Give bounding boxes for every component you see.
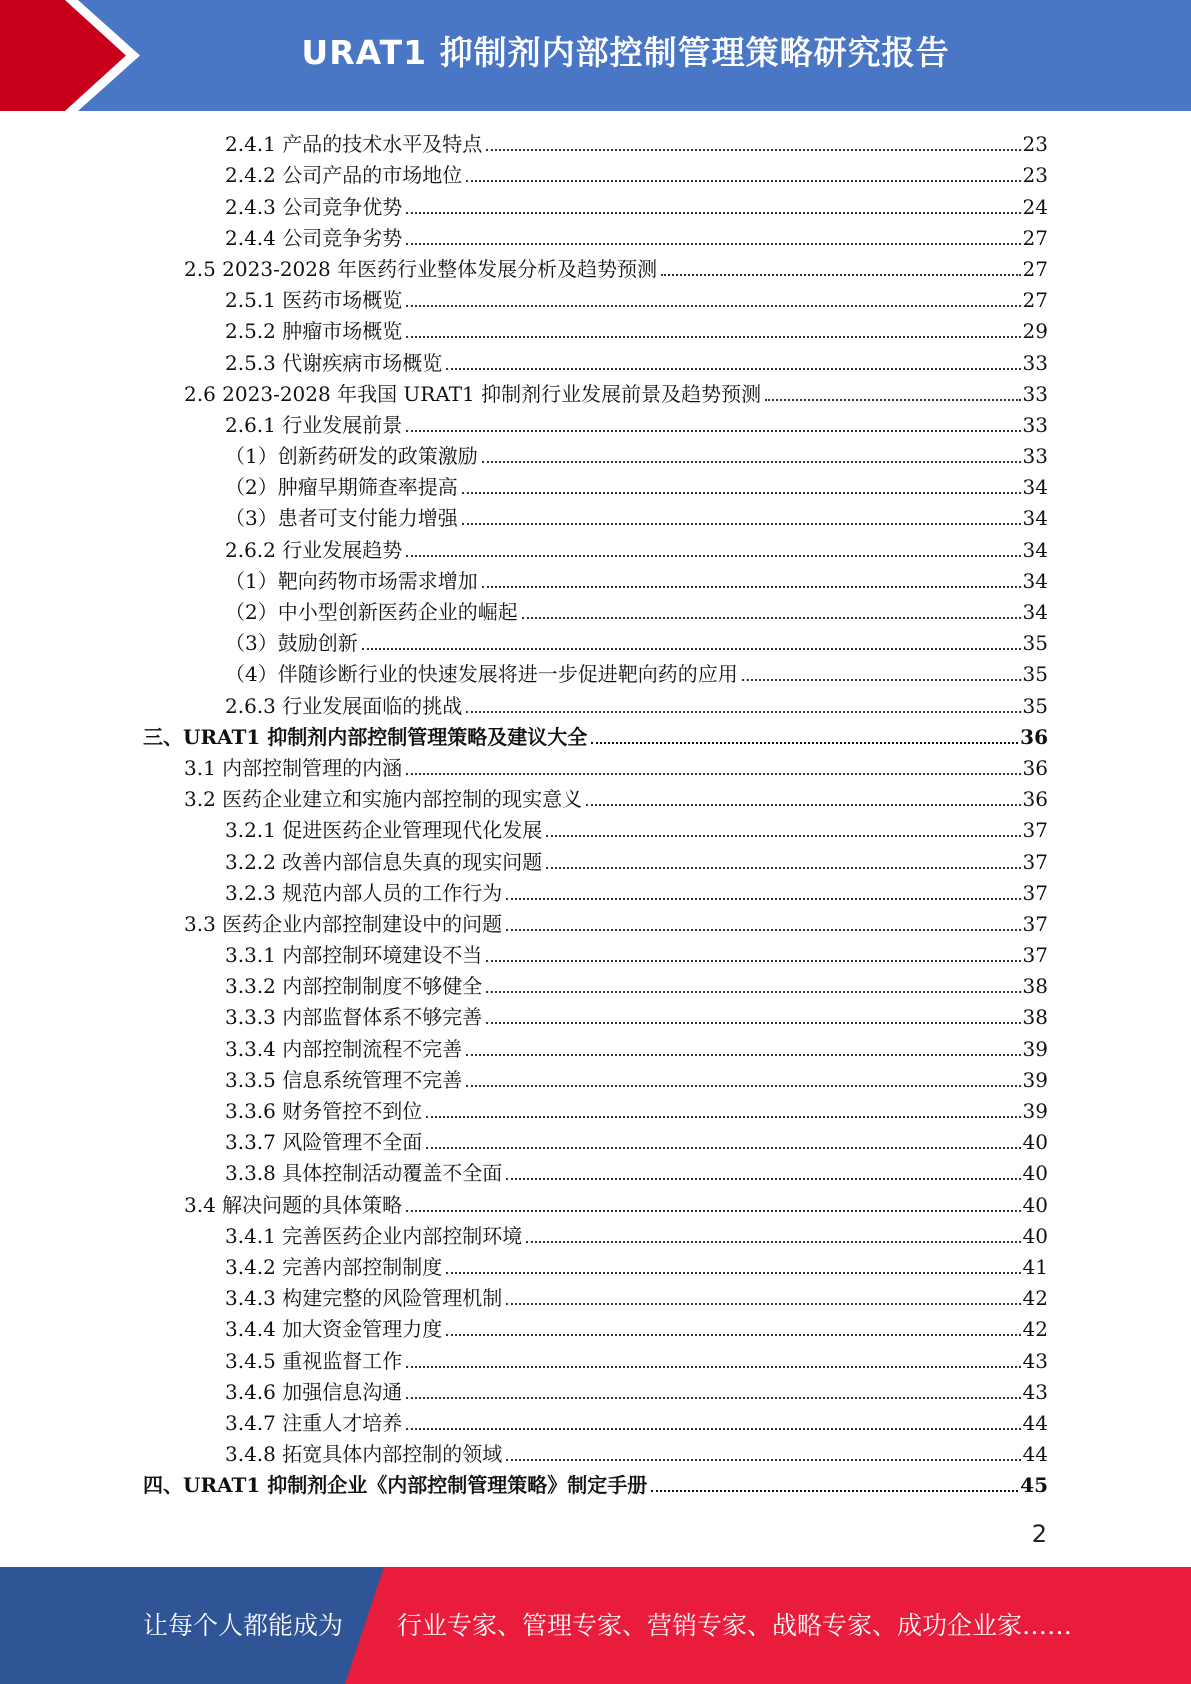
toc-entry-title: 2.6.2 行业发展趋势 — [225, 537, 403, 562]
toc-dot-leader — [406, 335, 1020, 338]
toc-entry[interactable] — [0, 1436, 1191, 1467]
toc-entry-title: 3.4.6 加强信息沟通 — [225, 1379, 403, 1404]
toc-dot-leader — [546, 866, 1020, 869]
toc-entry-page: 27 — [1022, 256, 1048, 281]
toc-dot-leader — [506, 1302, 1020, 1305]
toc-entry-page: 33 — [1022, 350, 1048, 375]
toc-dot-leader — [466, 710, 1020, 713]
toc-entry-page: 40 — [1022, 1161, 1048, 1186]
toc-dot-leader — [506, 1458, 1020, 1461]
toc-dot-leader — [522, 616, 1021, 619]
toc-entry[interactable] — [0, 1311, 1191, 1342]
toc-dot-leader — [406, 429, 1020, 432]
toc-entry-page: 29 — [1022, 319, 1048, 344]
toc-entry-page: 41 — [1022, 1254, 1048, 1279]
toc-entry[interactable] — [0, 1249, 1191, 1280]
toc-dot-leader — [661, 273, 1020, 276]
toc-dot-leader — [482, 585, 1021, 588]
toc-entry-page: 44 — [1022, 1410, 1048, 1435]
toc-entry-page: 34 — [1022, 568, 1048, 593]
toc-entry-title: （3）患者可支付能力增强 — [225, 506, 458, 531]
toc-entry[interactable] — [0, 188, 1191, 219]
toc-dot-leader — [506, 897, 1020, 900]
toc-entry-title: 2.5.1 医药市场概览 — [225, 288, 403, 313]
toc-dot-leader — [362, 647, 1021, 650]
toc-entry[interactable] — [0, 968, 1191, 999]
toc-entry[interactable] — [0, 843, 1191, 874]
toc-dot-leader — [446, 1271, 1020, 1274]
toc-dot-leader — [486, 1021, 1020, 1024]
toc-dot-leader — [486, 959, 1020, 962]
toc-entry-title: 3.3.5 信息系统管理不完善 — [225, 1067, 463, 1092]
toc-entry-title: 3.3.7 风险管理不全面 — [225, 1130, 423, 1155]
toc-entry-title: 2.4.3 公司竞争优势 — [225, 194, 403, 219]
toc-entry[interactable] — [0, 625, 1191, 656]
toc-entry[interactable] — [0, 781, 1191, 812]
toc-entry[interactable] — [0, 1218, 1191, 1249]
toc-dot-leader — [462, 491, 1021, 494]
toc-entry-title: 3.2 医药企业建立和实施内部控制的现实意义 — [184, 787, 583, 812]
toc-entry-title: 3.4.5 重视监督工作 — [225, 1348, 403, 1373]
toc-entry-title: 3.3.8 具体控制活动覆盖不全面 — [225, 1161, 503, 1186]
toc-entry-page: 33 — [1022, 381, 1048, 406]
toc-entry[interactable] — [0, 875, 1191, 906]
toc-entry-page: 34 — [1022, 475, 1048, 500]
toc-entry-title: 2.6.3 行业发展面临的挑战 — [225, 693, 463, 718]
toc-dot-leader — [406, 1427, 1020, 1430]
toc-entry-page: 37 — [1022, 818, 1048, 843]
toc-entry-title: 3.3.6 财务管控不到位 — [225, 1099, 423, 1123]
toc-dot-leader — [765, 398, 1020, 401]
toc-entry[interactable] — [0, 313, 1191, 344]
footer-roles: 行业专家、管理专家、营销专家、战略专家、成功企业家…… — [397, 1611, 1073, 1640]
toc-dot-leader — [406, 772, 1020, 775]
toc-entry-title: （2）肿瘤早期筛查率提高 — [225, 475, 458, 500]
report-title: URAT1 抑制剂内部控制管理策略研究报告 — [301, 33, 950, 72]
toc-entry[interactable] — [0, 999, 1191, 1030]
toc-entry[interactable] — [0, 937, 1191, 968]
toc-entry[interactable] — [0, 1374, 1191, 1405]
report-header — [0, 0, 1191, 111]
toc-dot-leader — [526, 1240, 1020, 1243]
toc-dot-leader — [466, 179, 1020, 182]
toc-dot-leader — [406, 304, 1020, 307]
toc-entry-page: 23 — [1022, 163, 1048, 188]
toc-entry[interactable] — [0, 438, 1191, 469]
toc-entry-page: 39 — [1022, 1036, 1048, 1061]
toc-entry-title: 3.1 内部控制管理的内涵 — [184, 755, 403, 780]
toc-entry-page: 36 — [1020, 724, 1048, 749]
toc-entry-title: 2.6.1 行业发展前景 — [225, 412, 403, 437]
toc-entry-title: （3）鼓励创新 — [225, 631, 358, 656]
toc-entry-title: 3.4.7 注重人才培养 — [225, 1410, 403, 1435]
toc-entry-title: （1）创新药研发的政策激励 — [225, 444, 478, 469]
toc-entry-title: 3.4.2 完善内部控制制度 — [225, 1254, 443, 1279]
toc-entry-page: 37 — [1022, 943, 1048, 968]
toc-entry-page: 42 — [1022, 1286, 1048, 1311]
toc-dot-leader — [651, 1489, 1018, 1492]
toc-entry-title: 2.5 2023-2028 年医药行业整体发展分析及趋势预测 — [184, 256, 658, 281]
toc-entry-title: 3.4.8 拓宽具体内部控制的领域 — [225, 1442, 503, 1467]
toc-entry-page: 38 — [1022, 974, 1048, 999]
toc-entry[interactable] — [0, 812, 1191, 843]
toc-entry-page: 34 — [1022, 506, 1048, 531]
footer-slogan: 让每个人都能成为 — [143, 1611, 344, 1640]
toc-entry[interactable] — [0, 376, 1191, 407]
toc-dot-leader — [406, 211, 1020, 214]
toc-dot-leader — [742, 678, 1021, 681]
toc-entry-page: 37 — [1022, 849, 1048, 874]
toc-entry-title: 2.5.3 代谢疾病市场概览 — [225, 350, 443, 375]
toc-entry[interactable] — [0, 157, 1191, 188]
toc-dot-leader — [406, 242, 1020, 245]
toc-dot-leader — [486, 990, 1020, 993]
toc-entry-title: （1）靶向药物市场需求增加 — [225, 568, 478, 593]
toc-entry[interactable] — [0, 282, 1191, 313]
toc-entry[interactable] — [0, 1186, 1191, 1217]
toc-entry-page: 34 — [1022, 600, 1048, 624]
toc-entry-page: 33 — [1022, 444, 1048, 469]
toc-entry[interactable] — [0, 1280, 1191, 1311]
toc-entry-page: 40 — [1022, 1130, 1048, 1155]
toc-entry[interactable] — [0, 126, 1191, 157]
toc-entry-page: 37 — [1022, 911, 1048, 936]
toc-entry[interactable] — [0, 687, 1191, 718]
toc-entry-page: 35 — [1022, 662, 1048, 687]
toc-entry-title: 3.2.2 改善内部信息失真的现实问题 — [225, 849, 543, 874]
toc-dot-leader — [462, 522, 1021, 525]
toc-dot-leader — [506, 928, 1020, 931]
toc-entry-page: 23 — [1022, 132, 1048, 157]
toc-entry-title: 2.4.1 产品的技术水平及特点 — [225, 132, 483, 157]
toc-dot-leader — [506, 1177, 1020, 1180]
toc-entry-page: 38 — [1022, 1005, 1048, 1030]
toc-dot-leader — [406, 1209, 1020, 1212]
toc-entry-page: 39 — [1022, 1099, 1048, 1123]
toc-entry-title: 2.4.2 公司产品的市场地位 — [225, 163, 463, 188]
toc-entry-title: 2.6 2023-2028 年我国 URAT1 抑制剂行业发展前景及趋势预测 — [184, 381, 762, 406]
toc-entry-page: 40 — [1022, 1192, 1048, 1217]
page-number: 2 — [1031, 1520, 1047, 1548]
toc-entry-page: 43 — [1022, 1379, 1048, 1404]
toc-entry-title: 3.3.3 内部监督体系不够完善 — [225, 1005, 483, 1030]
toc-entry[interactable] — [0, 220, 1191, 251]
toc-entry-title: 3.3 医药企业内部控制建设中的问题 — [184, 911, 503, 936]
toc-entry[interactable] — [0, 906, 1191, 937]
toc-entry-page: 43 — [1022, 1348, 1048, 1373]
toc-entry-page: 35 — [1022, 693, 1048, 718]
toc-entry-title: 三、URAT1 抑制剂内部控制管理策略及建议大全 — [143, 724, 588, 749]
toc-entry[interactable] — [0, 750, 1191, 781]
toc-entry-page: 36 — [1022, 787, 1048, 812]
toc-dot-leader — [486, 148, 1020, 151]
toc-entry-title: 3.3.1 内部控制环境建设不当 — [225, 943, 483, 968]
toc-entry-page: 45 — [1020, 1473, 1048, 1498]
toc-entry[interactable] — [0, 594, 1191, 625]
toc-entry-page: 24 — [1022, 194, 1048, 219]
toc-entry-page: 42 — [1022, 1317, 1048, 1342]
toc-entry-page: 35 — [1022, 631, 1048, 656]
toc-entry[interactable] — [0, 1342, 1191, 1373]
toc-dot-leader — [446, 367, 1020, 370]
toc-entry-page: 33 — [1022, 412, 1048, 437]
toc-dot-leader — [546, 834, 1020, 837]
toc-dot-leader — [466, 1053, 1020, 1056]
toc-entry[interactable] — [0, 1062, 1191, 1093]
toc-entry-page: 39 — [1022, 1067, 1048, 1092]
toc-entry-title: 3.4.3 构建完整的风险管理机制 — [225, 1286, 503, 1311]
toc-entry-title: 3.2.1 促进医药企业管理现代化发展 — [225, 818, 543, 843]
footer-banner — [0, 1567, 1191, 1684]
toc-entry[interactable] — [0, 1467, 1191, 1498]
toc-entry-title: （2）中小型创新医药企业的崛起 — [225, 600, 518, 624]
toc-entry-page: 36 — [1022, 755, 1048, 780]
toc-dot-leader — [466, 1084, 1020, 1087]
toc-dot-leader — [406, 1365, 1020, 1368]
toc-entry-title: 2.4.4 公司竞争劣势 — [225, 225, 403, 250]
toc-dot-leader — [482, 460, 1021, 463]
toc-dot-leader — [586, 803, 1020, 806]
toc-dot-leader — [406, 1396, 1020, 1399]
toc-entry-page: 27 — [1022, 225, 1048, 250]
toc-entry-title: 3.2.3 规范内部人员的工作行为 — [225, 880, 503, 905]
toc-entry[interactable] — [0, 1124, 1191, 1155]
toc-dot-leader — [446, 1333, 1020, 1336]
toc-entry[interactable] — [0, 500, 1191, 531]
toc-entry[interactable] — [0, 1093, 1191, 1124]
toc-entry[interactable] — [0, 469, 1191, 500]
toc-entry-title: 3.3.4 内部控制流程不完善 — [225, 1036, 463, 1061]
toc-entry[interactable] — [0, 1405, 1191, 1436]
toc-entry[interactable] — [0, 344, 1191, 375]
toc-entry[interactable] — [0, 407, 1191, 438]
toc-entry-page: 34 — [1022, 537, 1048, 562]
toc-entry-page: 37 — [1022, 880, 1048, 905]
toc-entry-page: 44 — [1022, 1442, 1048, 1467]
toc-entry-title: 3.4.1 完善医药企业内部控制环境 — [225, 1223, 523, 1248]
toc-entry-page: 40 — [1022, 1223, 1048, 1248]
toc-entry-page: 27 — [1022, 288, 1048, 313]
toc-dot-leader — [426, 1115, 1020, 1118]
toc-entry-title: （4）伴随诊断行业的快速发展将进一步促进靶向药的应用 — [225, 662, 738, 687]
toc-entry-title: 2.5.2 肿瘤市场概览 — [225, 319, 403, 344]
toc-entry[interactable] — [0, 563, 1191, 594]
toc-entry-title: 3.4 解决问题的具体策略 — [184, 1192, 403, 1217]
toc-entry[interactable] — [0, 656, 1191, 687]
toc-entry[interactable] — [0, 531, 1191, 562]
toc-entry-title: 四、URAT1 抑制剂企业《内部控制管理策略》制定手册 — [143, 1473, 648, 1498]
toc-entry[interactable] — [0, 251, 1191, 282]
toc-dot-leader — [406, 554, 1020, 557]
toc-entry-title: 3.3.2 内部控制制度不够健全 — [225, 974, 483, 999]
toc-entry[interactable] — [0, 719, 1191, 750]
toc-entry[interactable] — [0, 1030, 1191, 1061]
toc-dot-leader — [591, 741, 1018, 744]
table-of-contents — [0, 126, 1191, 1498]
toc-entry-title: 3.4.4 加大资金管理力度 — [225, 1317, 443, 1342]
toc-dot-leader — [426, 1146, 1020, 1149]
toc-entry[interactable] — [0, 1155, 1191, 1186]
